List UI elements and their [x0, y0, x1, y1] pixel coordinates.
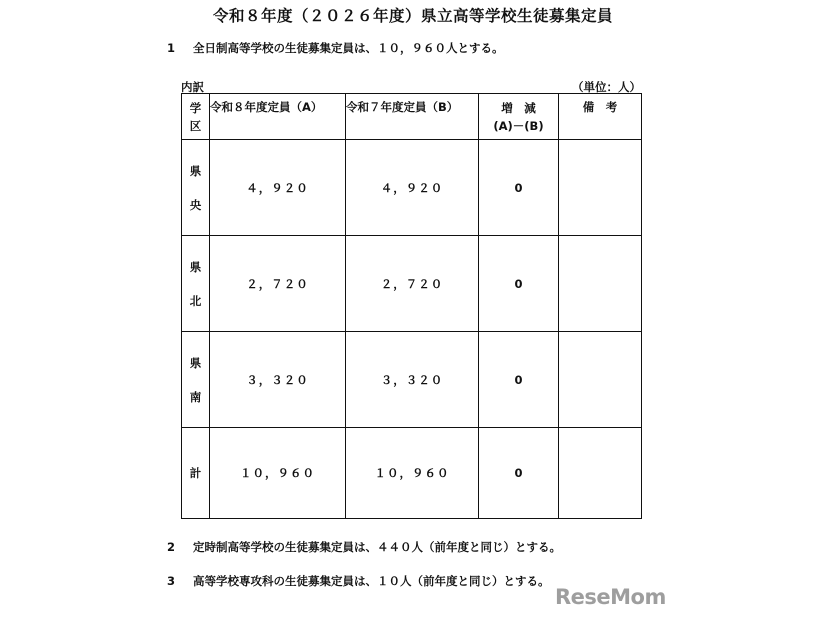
diff-cell: 0 — [479, 140, 559, 236]
quota-a-cell: ４，９２０ — [210, 140, 346, 236]
header-district-char-1: 学 — [189, 101, 202, 115]
district-cell — [182, 332, 210, 428]
header-col-a: 令和８年度定員（A） — [210, 94, 346, 140]
quota-a-cell: ２，７２０ — [210, 236, 346, 332]
quota-a-cell: ３，３２０ — [210, 332, 346, 428]
quota-b-cell: ３，３２０ — [346, 332, 479, 428]
header-col-b: 令和７年度定員（B） — [346, 94, 479, 140]
section-2-text: 定時制高等学校の生徒募集定員は、４４０人（前年度と同じ）とする。 — [193, 540, 561, 554]
diff-cell: 0 — [479, 332, 559, 428]
district-cell — [182, 236, 210, 332]
section-1-number: 1 — [167, 41, 176, 55]
table-header-row — [182, 94, 642, 140]
section-2 — [167, 539, 561, 555]
district-char: 県 — [189, 163, 202, 178]
section-3-text: 高等学校専攻科の生徒募集定員は、１０人（前年度と同じ）とする。 — [193, 574, 550, 588]
total-label: 計 — [182, 428, 210, 519]
note-cell — [559, 140, 642, 236]
district-cell — [182, 140, 210, 236]
district-char: 県 — [189, 259, 202, 274]
district-char: 南 — [189, 389, 202, 404]
header-diff-label: 増 減 — [501, 101, 536, 115]
total-note-cell — [559, 428, 642, 519]
total-row — [182, 428, 642, 519]
note-cell — [559, 236, 642, 332]
quota-b-cell: ２，７２０ — [346, 236, 479, 332]
diff-cell: 0 — [479, 236, 559, 332]
document-title: 令和８年度（２０２６年度）県立高等学校生徒募集定員 — [212, 7, 613, 25]
quota-table — [181, 93, 642, 519]
note-cell — [559, 332, 642, 428]
total-diff-cell: 0 — [479, 428, 559, 519]
section-1 — [167, 40, 504, 56]
table-row — [182, 332, 642, 428]
section-2-number: 2 — [167, 540, 176, 554]
table-row — [182, 236, 642, 332]
header-district — [182, 94, 210, 140]
total-a-cell: １０，９６０ — [210, 428, 346, 519]
header-diff — [479, 94, 559, 140]
section-3-number: 3 — [167, 574, 176, 588]
unit-label: （単位：人） — [572, 80, 641, 94]
header-diff-formula: (A)－(B) — [493, 119, 544, 133]
header-note: 備 考 — [559, 94, 642, 140]
district-char: 北 — [189, 293, 202, 308]
section-3 — [167, 573, 550, 589]
resemom-watermark-logo: ReseMom — [555, 585, 666, 609]
quota-b-cell: ４，９２０ — [346, 140, 479, 236]
header-district-char-2: 区 — [189, 119, 202, 133]
district-char: 県 — [189, 355, 202, 370]
total-b-cell: １０，９６０ — [346, 428, 479, 519]
table-caption: 内訳 — [181, 80, 204, 94]
section-1-text: 全日制高等学校の生徒募集定員は、１０，９６０人とする。 — [193, 41, 504, 55]
district-char: 央 — [189, 197, 202, 212]
table-row — [182, 140, 642, 236]
